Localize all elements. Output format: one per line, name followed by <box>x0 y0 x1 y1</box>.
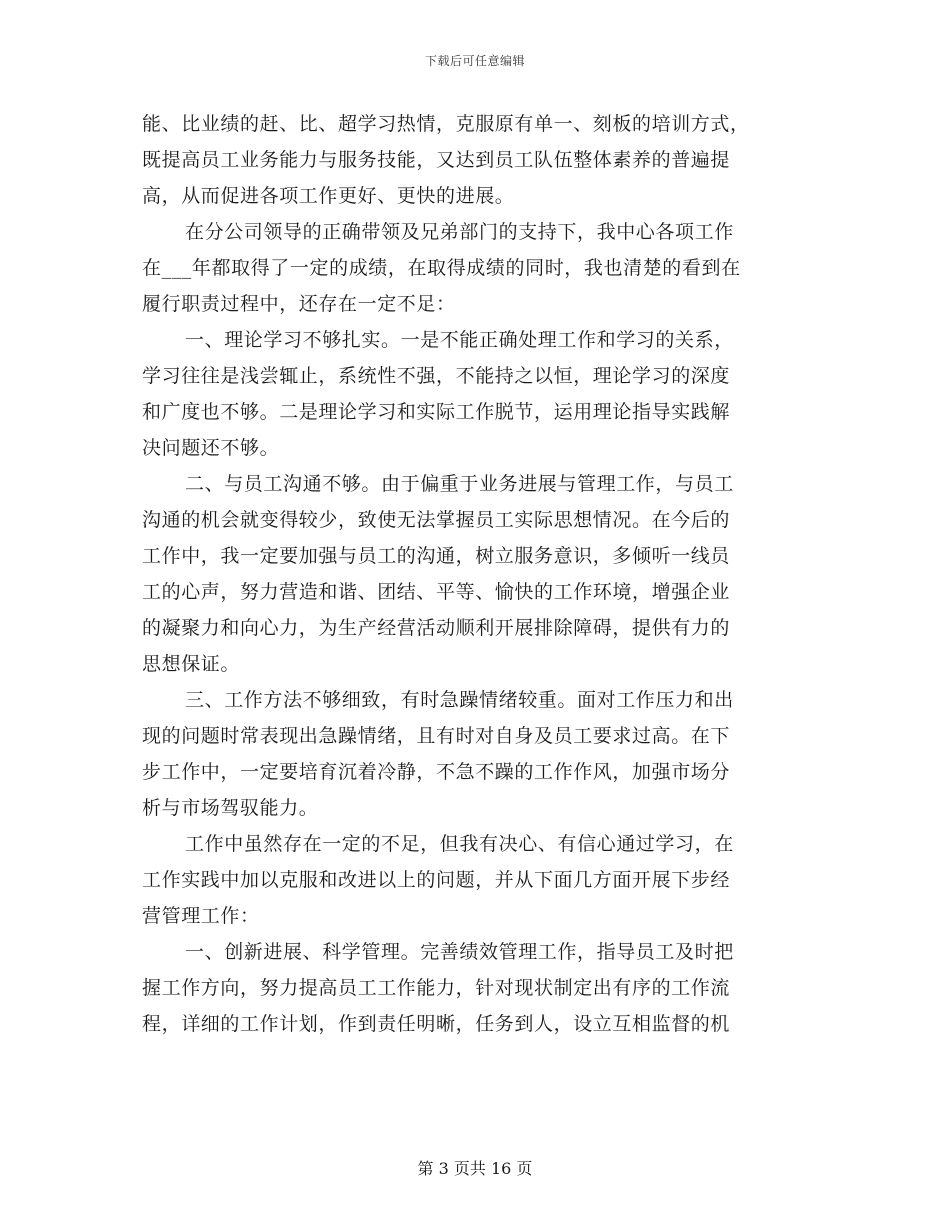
text-line: 高，从而促进各项工作更好、更快的进展。 <box>142 185 515 207</box>
text-line: 现的问题时常表现出急躁情绪，且有时对自身及员工要求过高。在下 <box>142 725 731 747</box>
text-line: 思想保证。 <box>142 653 241 675</box>
text-line: 沟通的机会就变得较少，致使无法掌握员工实际思想情况。在今后的 <box>142 509 731 531</box>
text-line: 程，详细的工作计划，作到责任明晰，任务到人，设立互相监督的机 <box>142 1013 731 1035</box>
text-line: 步工作中，一定要培育沉着冷静，不急不躁的工作作风，加强市场分 <box>142 761 731 783</box>
text-line: 决问题还不够。 <box>142 437 280 459</box>
text-line: 和广度也不够。二是理论学习和实际工作脱节，运用理论指导实践解 <box>142 401 731 423</box>
text-line: 握工作方向，努力提高员工工作能力，针对现状制定出有序的工作流 <box>142 977 731 999</box>
text-line: 营管理工作： <box>142 905 260 927</box>
paragraph-first-line: 一、创新进展、科学管理。完善绩效管理工作，指导员工及时把 <box>185 941 734 963</box>
text-line: 工作实践中加以克服和改进以上的问题，并从下面几方面开展下步经 <box>142 869 731 891</box>
text-line: 既提高员工业务能力与服务技能，又达到员工队伍整体素养的普遍提 <box>142 149 731 171</box>
page-number-footer: 第 3 页共 16 页 <box>417 1159 533 1178</box>
text-line: 在___年都取得了一定的成绩，在取得成绩的同时，我也清楚的看到在 <box>142 257 741 279</box>
document-body <box>142 106 808 1042</box>
text-line: 能、比业绩的赶、比、超学习热情，克服原有单一、刻板的培训方式， <box>142 113 750 135</box>
text-line: 工的心声，努力营造和谐、团结、平等、愉快的工作环境，增强企业 <box>142 581 731 603</box>
page-header: 下载后可任意编辑 <box>424 54 525 68</box>
paragraph-first-line: 在分公司领导的正确带领及兄弟部门的支持下，我中心各项工作 <box>185 221 734 243</box>
text-line: 履行职责过程中，还存在一定不足： <box>142 293 456 315</box>
text-line: 学习往往是浅尝辄止，系统性不强，不能持之以恒，理论学习的深度 <box>142 365 731 387</box>
text-line: 析与市场驾驭能力。 <box>142 797 319 819</box>
paragraph-first-line: 三、工作方法不够细致，有时急躁情绪较重。面对工作压力和出 <box>185 689 734 711</box>
paragraph-first-line: 二、与员工沟通不够。由于偏重于业务进展与管理工作，与员工 <box>185 473 734 495</box>
paragraph-first-line: 一、理论学习不够扎实。一是不能正确处理工作和学习的关系， <box>185 329 734 351</box>
paragraph-first-line: 工作中虽然存在一定的不足，但我有决心、有信心通过学习，在 <box>185 833 734 855</box>
text-line: 工作中，我一定要加强与员工的沟通，树立服务意识，多倾听一线员 <box>142 545 731 567</box>
text-line: 的凝聚力和向心力，为生产经营活动顺利开展排除障碍，提供有力的 <box>142 617 731 639</box>
